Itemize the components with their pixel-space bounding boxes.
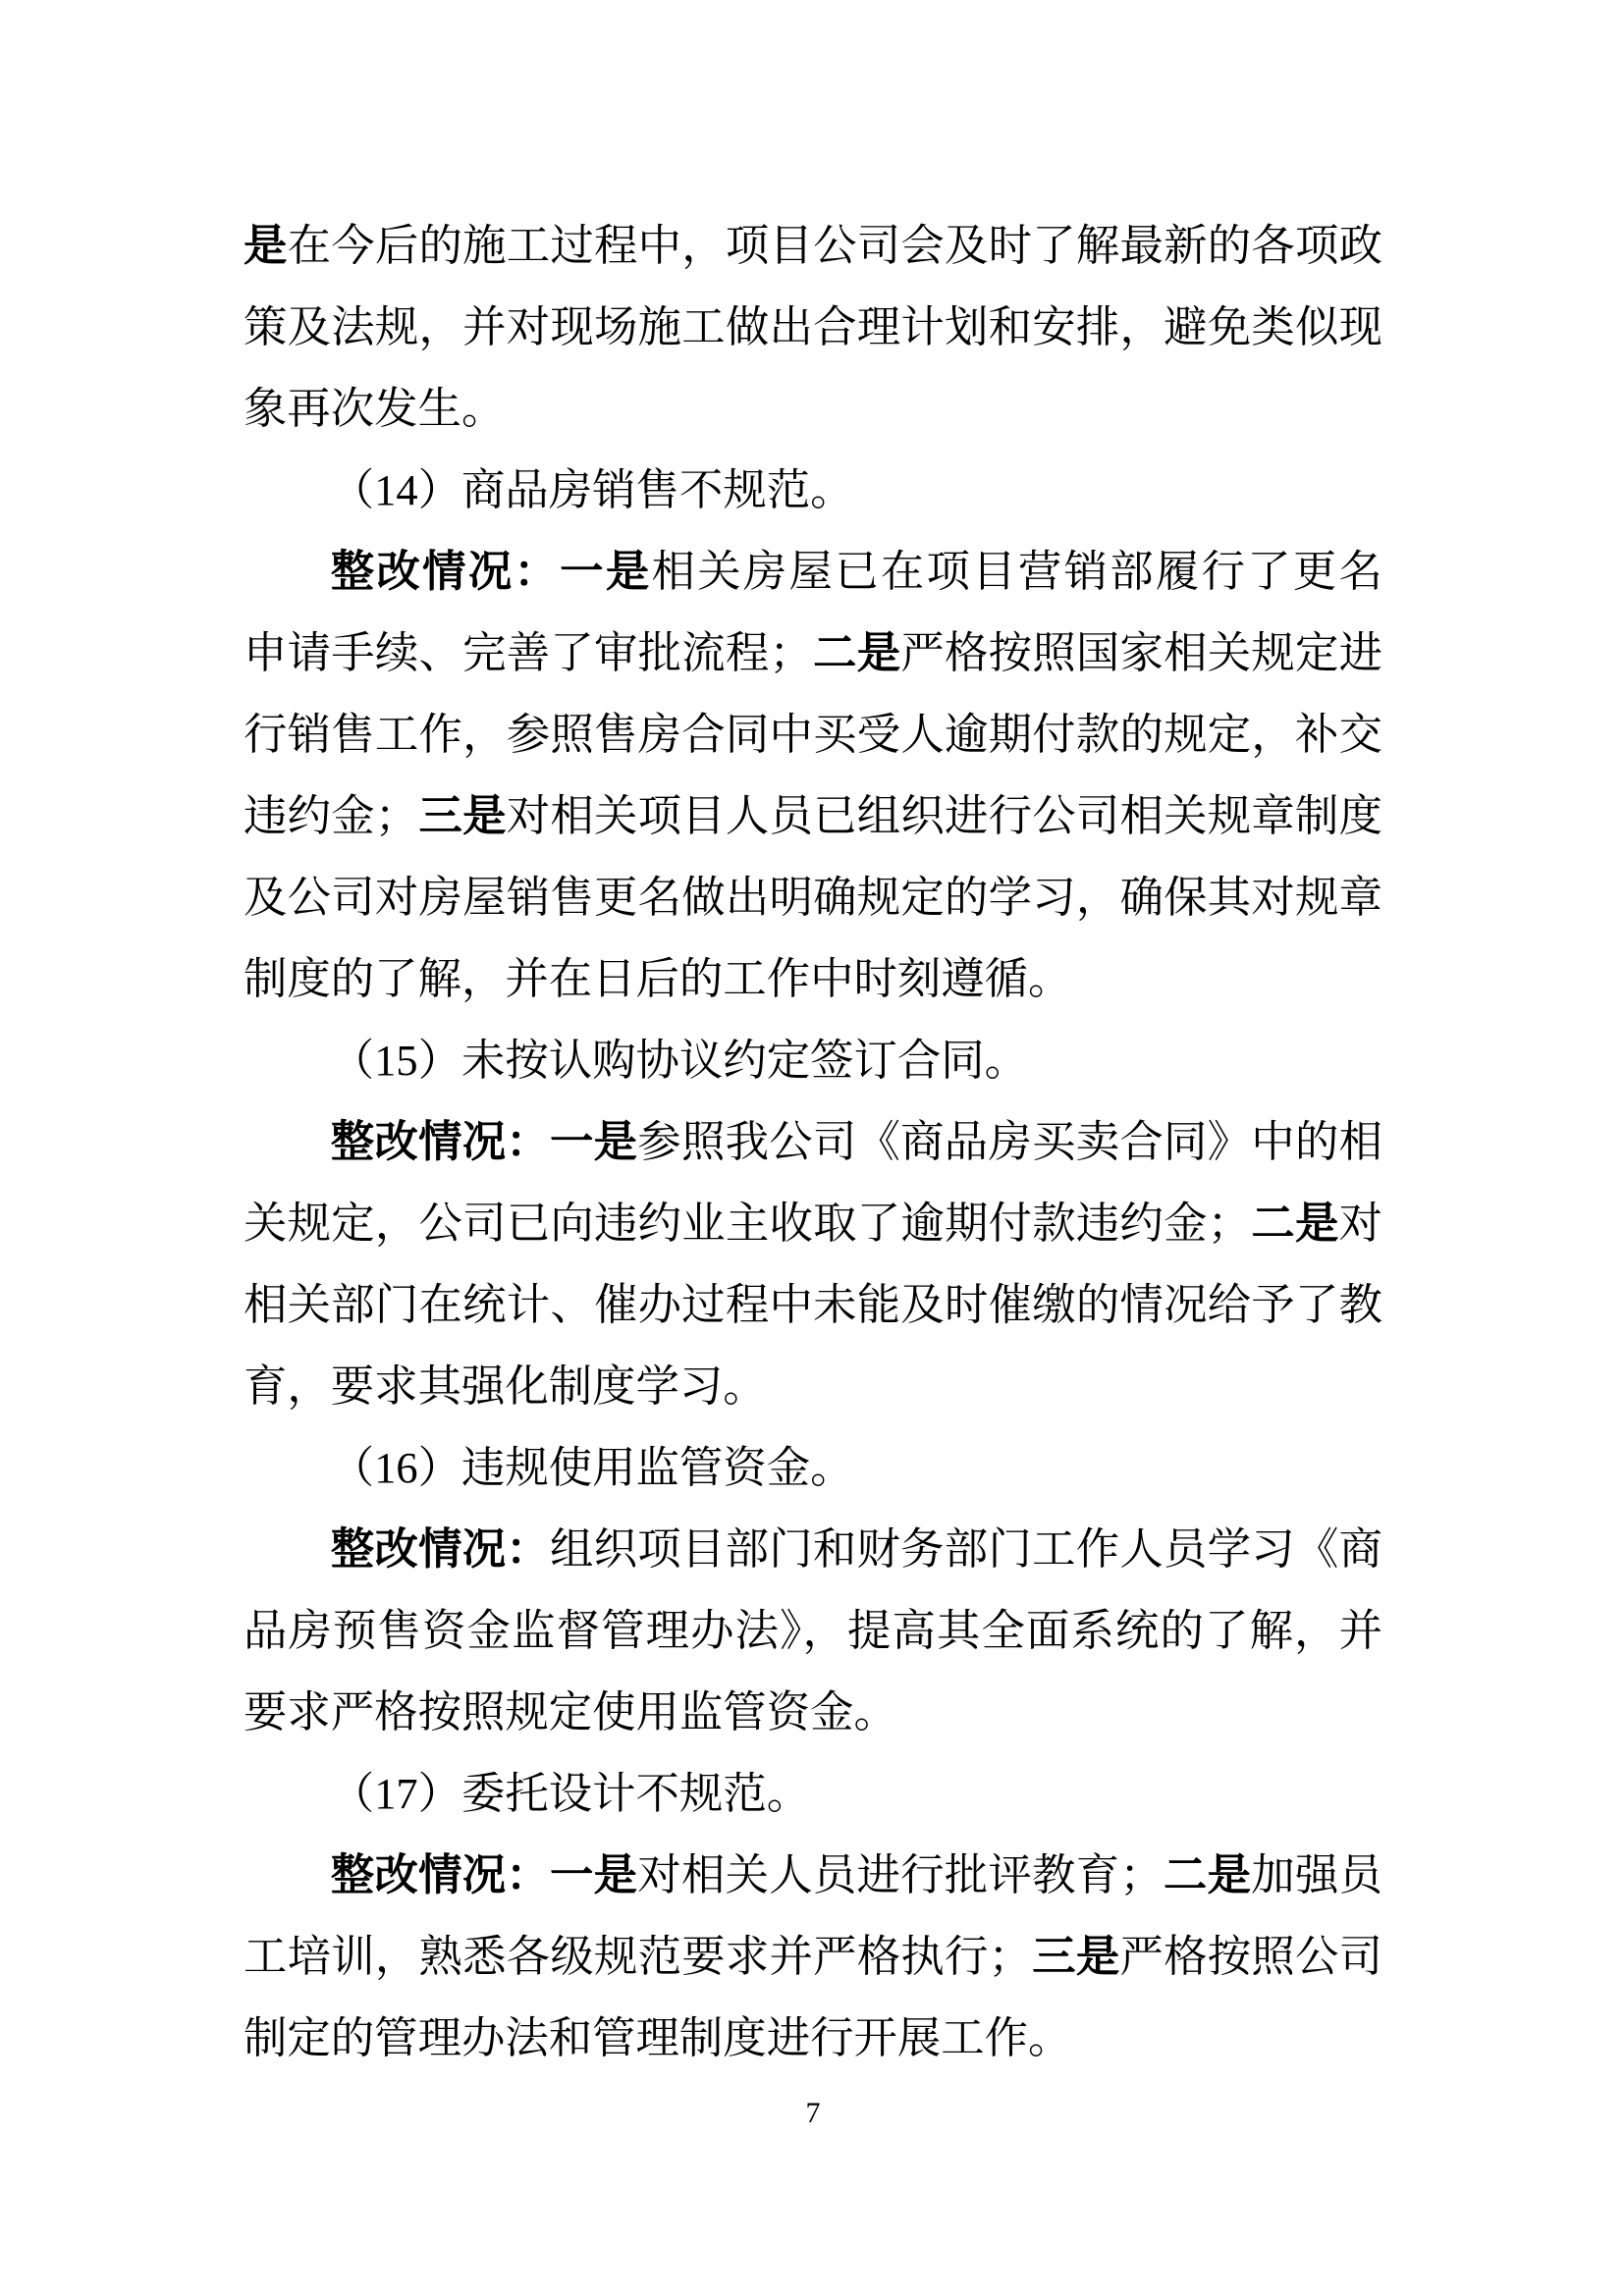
page-number: 7 [805,2097,821,2129]
text-segment: （15）未按认购协议约定签订合同。 [330,1036,1029,1085]
text-segment: 相关部门在统计、催办过程中未能及时催缴的情况给予了教 [244,1280,1382,1329]
text-segment: 行销售工作，参照售房合同中买受人逾期付款的规定，补交 [244,710,1382,759]
text-segment: 相关房屋已在项目营销部履行了更名 [651,547,1382,596]
text-segment: 严格按照公司 [1119,1932,1382,1981]
document-line [244,531,1382,613]
text-segment: 要求严格按照规定使用监管资金。 [244,1687,897,1736]
text-segment: （14）商品房销售不规范。 [330,465,854,514]
document-line [244,775,1382,857]
bold-text-segment: 二是 [1163,1850,1252,1899]
text-segment: 对相关人员进行批评教育； [637,1850,1164,1899]
bold-text-segment: 三是 [1031,1932,1120,1981]
text-segment: 品房预售资金监督管理办法》，提高其全面系统的了解，并 [244,1606,1382,1655]
bold-text-segment: 是 [244,221,288,270]
text-segment: 对 [1338,1199,1382,1248]
document-line [244,1998,1382,2079]
bold-text-segment: 二是 [812,628,901,677]
text-segment: 对相关项目人员已组织进行公司相关规章制度 [506,791,1382,840]
bold-text-segment: 二是 [1251,1199,1339,1248]
text-segment: 加强员 [1251,1850,1382,1899]
text-segment: 及公司对房屋销售更名做出明确规定的学习，确保其对规章 [244,873,1382,922]
document-line [244,450,1382,531]
document-line [244,1101,1382,1183]
document-line [244,205,1382,287]
document-line [244,1427,1382,1509]
document-line [244,1509,1382,1590]
text-segment: 象再次发生。 [244,384,506,433]
document-line [244,368,1382,450]
document-line [244,287,1382,368]
document-line [244,1590,1382,1672]
text-segment: 严格按照国家相关规定进 [900,628,1382,677]
bold-text-segment: 整改情况：一是 [330,1117,638,1166]
text-segment: （17）委托设计不规范。 [330,1769,811,1818]
text-segment: 关规定，公司已向违约业主收取了逾期付款违约金； [244,1199,1252,1248]
document-line [244,613,1382,694]
document-line [244,1916,1382,1998]
text-segment: （16）违规使用监管资金。 [330,1443,854,1492]
document-line [244,1672,1382,1753]
document-line [244,1753,1382,1835]
document-line [244,1264,1382,1346]
text-segment: 策及法规，并对现场施工做出合理计划和安排，避免类似现 [244,302,1382,351]
text-segment: 申请手续、完善了审批流程； [244,628,813,677]
text-segment: 制定的管理办法和管理制度进行开展工作。 [244,2013,1072,2062]
document-line [244,1346,1382,1427]
text-segment: 制度的了解，并在日后的工作中时刻遵循。 [244,954,1072,1003]
document-line [244,694,1382,775]
document-line [244,1835,1382,1916]
text-segment: 组织项目部门和财务部门工作人员学习《商 [550,1524,1382,1574]
bold-text-segment: 整改情况：一是 [330,547,652,596]
document-line [244,857,1382,938]
text-segment: 工培训，熟悉各级规范要求并严格执行； [244,1932,1032,1981]
document-line [244,938,1382,1020]
text-segment: 违约金； [244,791,419,840]
document-line [244,1020,1382,1101]
bold-text-segment: 整改情况：一是 [330,1850,638,1899]
bold-text-segment: 三是 [418,791,507,840]
document-line [244,1183,1382,1264]
text-segment: 在今后的施工过程中，项目公司会及时了解最新的各项政 [287,221,1382,270]
text-segment: 参照我公司《商品房买卖合同》中的相 [637,1117,1382,1166]
text-block [244,205,1382,2079]
text-segment: 育，要求其强化制度学习。 [244,1362,767,1411]
bold-text-segment: 整改情况： [330,1524,551,1574]
